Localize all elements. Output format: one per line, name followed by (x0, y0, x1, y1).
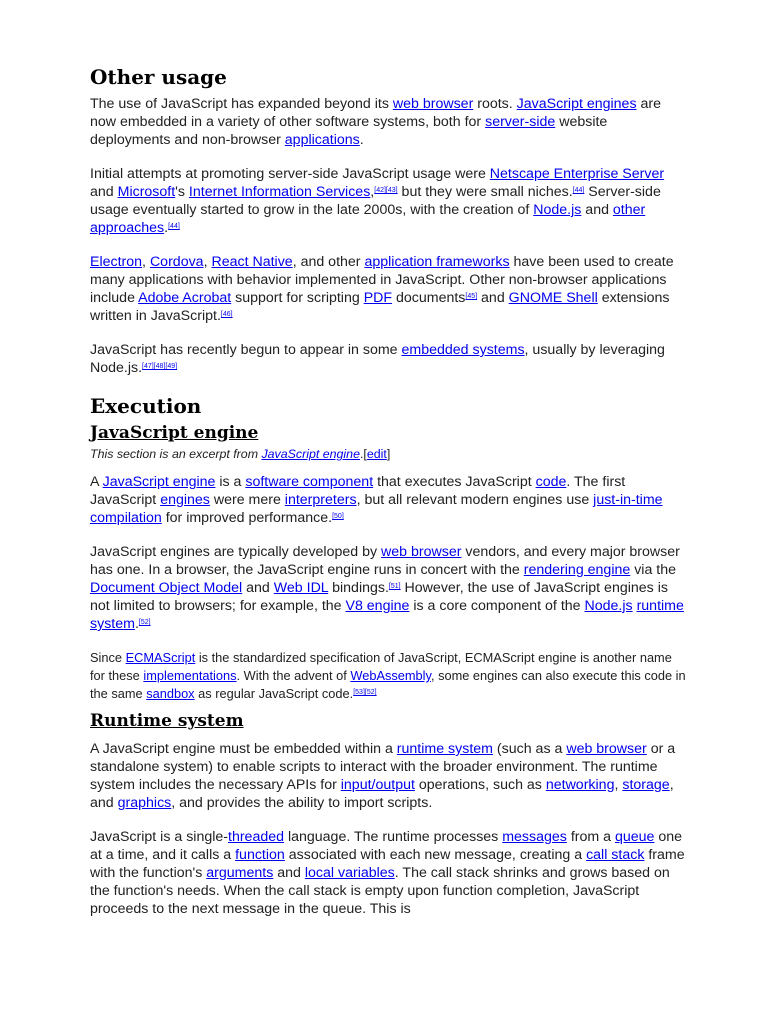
heading-runtime-system: Runtime system (90, 711, 244, 731)
link-web-idl[interactable]: Web IDL (273, 580, 329, 596)
paragraph-runtime-system: A JavaScript engine must be embedded within a runtime system (such as a web browser or a standalone system) to enable scripts to interact with the broader environment. The runtime system includes the necessary APIs for input/output operations, such as networking, storage, and graphics, and provides the ability to import scripts. (90, 741, 676, 811)
citation-51[interactable]: [51] (388, 583, 401, 590)
link-pdf[interactable]: PDF (363, 290, 393, 306)
link-interpreters[interactable]: interpreters (284, 492, 357, 508)
paragraph-other-usage-intro: The use of JavaScript has expanded beyond its web browser roots. JavaScript engines are now embedded in a variety of other software systems, both for server-side website deployments and non-browser applications. (90, 96, 661, 148)
citation-53-52[interactable]: [53][52] (353, 689, 377, 696)
link-runtime-system[interactable]: runtime system (90, 598, 684, 632)
link-implementations[interactable]: implementations (143, 668, 237, 683)
link-web-browser-2[interactable]: web browser (381, 544, 462, 560)
link-electron[interactable]: Electron (90, 254, 143, 270)
link-arguments[interactable]: arguments (206, 865, 274, 881)
link-web-browser-3[interactable]: web browser (566, 741, 647, 757)
article-content (90, 62, 686, 918)
paragraph-frameworks: Electron, Cordova, React Native, and other application frameworks have been used to create many applications with behavior implemented in JavaScript. Other non-browser applications include Adobe Acrobat support for scripting PDF documents[45] and GNOME Shell extensions written in JavaScript.[46] (90, 254, 674, 324)
link-embedded-systems[interactable]: embedded systems (401, 342, 525, 358)
link-dom[interactable]: Document Object Model (90, 580, 243, 596)
link-nodejs-2[interactable]: Node.js (584, 598, 633, 614)
link-runtime-system-2[interactable]: runtime system (396, 741, 493, 757)
paragraph-ecmascript: Since ECMAScript is the standardized specification of JavaScript, ECMAScript engine is another name for these implementations. With the advent of WebAssembly, some engines can also execute this code in the same sandbox as regular JavaScript code.[53][52] (90, 650, 686, 701)
paragraph-engine-vendors: JavaScript engines are typically developed by web browser vendors, and every major browser has one. In a browser, the JavaScript engine runs in concert with the rendering engine via the Document Object Model and Web IDL bindings.[51] However, the use of JavaScript engines is not limited to browsers; for example, the V8 engine is a core component of the Node.js runtime system.[52] (90, 544, 684, 632)
paragraph-embedded: JavaScript has recently begun to appear in some embedded systems, usually by leveraging Node.js.[47][48][49] (90, 342, 665, 376)
link-queue[interactable]: queue (614, 829, 655, 845)
link-javascript-engine[interactable]: JavaScript engine (102, 474, 216, 490)
citation-44b[interactable]: [44] (168, 223, 180, 230)
citation-52[interactable]: [52] (138, 619, 151, 626)
link-web-browser[interactable]: web browser (392, 96, 474, 112)
citation-50[interactable]: [50] (332, 513, 344, 520)
link-microsoft[interactable]: Microsoft (117, 184, 176, 200)
link-gnome-shell[interactable]: GNOME Shell (508, 290, 598, 306)
link-threaded[interactable]: threaded (228, 829, 285, 845)
link-jit-compilation[interactable]: just-in-time compilation (90, 492, 663, 526)
link-sandbox[interactable]: sandbox (146, 686, 195, 701)
link-graphics[interactable]: graphics (117, 795, 172, 811)
link-iis[interactable]: Internet Information Services (188, 184, 371, 200)
link-rendering-engine[interactable]: rendering engine (523, 562, 631, 578)
heading-other-usage: Other usage (90, 65, 227, 89)
link-application-frameworks[interactable]: application frameworks (364, 254, 510, 270)
citation-44[interactable]: [44] (572, 187, 585, 194)
link-excerpt-javascript-engine[interactable]: JavaScript engine (261, 447, 360, 461)
link-ecmascript[interactable]: ECMAScript (125, 650, 196, 665)
link-other-approaches[interactable]: other approaches (90, 202, 646, 236)
link-cordova[interactable]: Cordova (149, 254, 204, 270)
link-messages[interactable]: messages (502, 829, 567, 845)
edit-link[interactable]: edit (366, 447, 387, 461)
link-nodejs[interactable]: Node.js (533, 202, 582, 218)
link-storage[interactable]: storage (622, 777, 670, 793)
excerpt-note: This section is an excerpt from JavaScript engine.[edit] (90, 447, 391, 461)
heading-javascript-engine: JavaScript engine (90, 423, 259, 443)
paragraph-single-threaded: JavaScript is a single-threaded language. The runtime processes messages from a queue one at a time, and it calls a function associated with each new message, creating a call stack frame with the function's arguments and local variables. The call stack shrinks and grows based on the function's needs. When the call stack is empty upon function completion, JavaScript proceeds to the next message in the queue. This is (90, 829, 685, 917)
link-networking[interactable]: networking (545, 777, 615, 793)
citation-45[interactable]: [45] (465, 293, 478, 300)
paragraph-engine-definition: A JavaScript engine is a software component that executes JavaScript code. The first JavaScript engines were mere interpreters, but all relevant modern engines use just-in-time compilation for improved performance.[50] (90, 474, 663, 526)
link-software-component[interactable]: software component (245, 474, 374, 490)
citation-42-43[interactable]: [42][43] (374, 187, 398, 194)
link-netscape-enterprise-server[interactable]: Netscape Enterprise Server (489, 166, 665, 182)
link-server-side[interactable]: server-side (485, 114, 556, 130)
paragraph-server-side: Initial attempts at promoting server-side JavaScript usage were Netscape Enterprise Server and Microsoft's Internet Information Services,[42][43] but they were small niches.[44] Server-side usage eventually started to grow in the late 2000s, with the creation of Node.js and other approaches.[44] (90, 166, 665, 236)
link-input-output[interactable]: input/output (340, 777, 415, 793)
link-javascript-engines[interactable]: JavaScript engines (516, 96, 637, 112)
link-function[interactable]: function (235, 847, 285, 863)
link-v8-engine[interactable]: V8 engine (345, 598, 410, 614)
link-webassembly[interactable]: WebAssembly (350, 668, 431, 683)
link-local-variables[interactable]: local variables (304, 865, 395, 881)
link-call-stack[interactable]: call stack (586, 847, 645, 863)
link-react-native[interactable]: React Native (211, 254, 293, 270)
heading-execution: Execution (90, 394, 202, 418)
citation-46[interactable]: [46] (220, 311, 233, 318)
link-adobe-acrobat[interactable]: Adobe Acrobat (138, 290, 232, 306)
link-code[interactable]: code (535, 474, 567, 490)
link-engines[interactable]: engines (160, 492, 210, 508)
citation-47-48-49[interactable]: [47][48][49] (142, 363, 178, 370)
link-applications[interactable]: applications (284, 132, 360, 148)
